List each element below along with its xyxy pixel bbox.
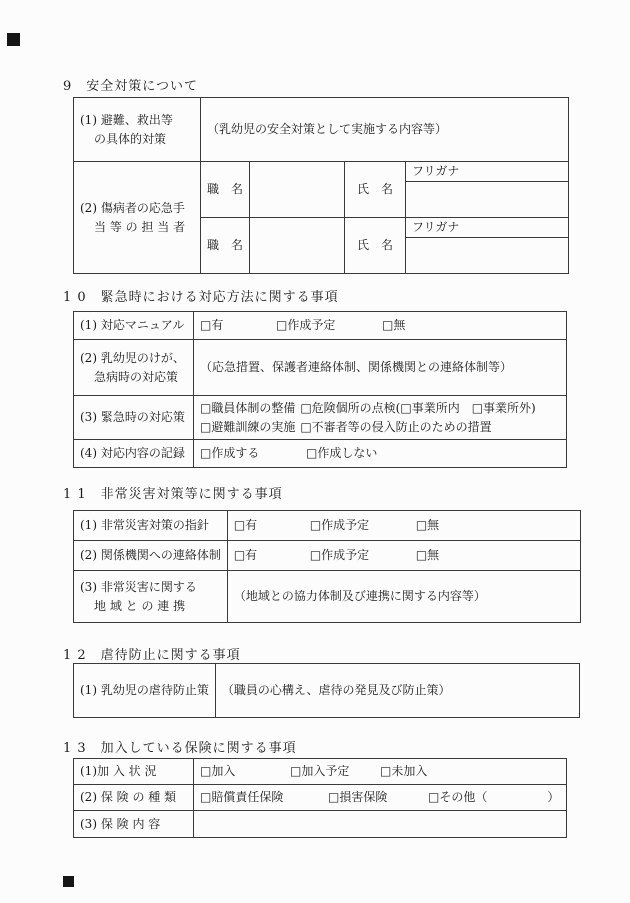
row-label-evacuation	[74, 98, 201, 162]
section-10-table	[73, 311, 567, 468]
row-label-insurance-details: (3) 保 険 内 容	[74, 811, 194, 838]
row-label-community-cooperation	[74, 571, 228, 623]
manual-options	[194, 312, 567, 340]
section-12-table	[73, 663, 580, 718]
emergency-measures-options	[194, 396, 567, 440]
note-community-cooperation[interactable]: （地域との協力体制及び連携に関する内容等）	[227, 571, 580, 623]
row-label-enrollment-status: (1)加 入 状 況	[74, 759, 194, 785]
note-safety-content: （乳幼児の安全対策として実施する内容等）	[201, 98, 569, 162]
name-header-2: 氏 名	[345, 218, 406, 274]
section-13-table	[73, 758, 567, 838]
section-11-table	[73, 510, 581, 623]
row-label-record: (4) 対応内容の記録	[74, 440, 194, 468]
checkbox-option[interactable]: □作成しない	[306, 446, 378, 460]
insurance-details-input[interactable]	[194, 811, 567, 838]
scan-mark-bottom	[63, 876, 74, 887]
row-label-insurance-type: (2) 保 険 の 種 類	[74, 785, 194, 811]
row-label-line1: (2) 傷病者の応急手	[80, 200, 185, 215]
furigana-label-2: フリガナ	[406, 218, 569, 238]
checkbox-option[interactable]: □損害保険	[328, 790, 388, 804]
checkbox-option[interactable]: □避難訓練の実施	[200, 419, 296, 434]
furigana-label-1: フリガナ	[406, 162, 569, 182]
name-input-1[interactable]	[406, 182, 569, 218]
row-label-line2: 急病時の対応策	[94, 369, 179, 384]
row-label-firstaid-staff	[74, 162, 201, 274]
role-input-1[interactable]	[250, 162, 345, 218]
section-9-heading: 9 安全対策について	[63, 79, 199, 94]
section-11-heading: 1 1 非常災害対策等に関する事項	[63, 487, 283, 502]
row-label-emergency-measures: (3) 緊急時の対応策	[74, 396, 194, 440]
checkbox-option[interactable]: □職員体制の整備	[200, 400, 296, 415]
checkbox-option[interactable]: □作成予定	[309, 548, 370, 562]
section-12-heading: 1 2 虐待防止に関する事項	[63, 648, 241, 663]
row-label-line1: (1) 避難、救出等	[80, 112, 173, 127]
checkbox-option[interactable]: □危険個所の点検(□事業所内 □事業所外)	[300, 400, 536, 415]
row-label-line2: 当 等 の 担 当 者	[94, 219, 186, 234]
contact-system-options	[227, 541, 580, 571]
section-9-table	[73, 97, 569, 274]
note-injury-response[interactable]: （応急措置、保護者連絡体制、関係機関との連絡体制等）	[194, 340, 567, 396]
role-header-1: 職 名	[201, 162, 250, 218]
section-10-heading: 1 0 緊急時における対応方法に関する事項	[63, 290, 339, 305]
record-options	[194, 440, 567, 468]
checkbox-option[interactable]: □作成予定	[309, 518, 370, 532]
scan-mark-top-left	[7, 33, 20, 46]
insurance-type-options	[194, 785, 567, 811]
row-label-injury-response	[74, 340, 194, 396]
row-label-line2: の具体的対策	[94, 131, 167, 146]
checkbox-option[interactable]: □有	[233, 548, 258, 562]
checkbox-option[interactable]: □無	[382, 318, 406, 332]
row-label-contact-system: (2) 関係機関への連絡体制	[74, 541, 228, 571]
checkbox-option[interactable]: □賠償責任保険	[200, 790, 284, 804]
row-label-abuse-prevention: (1) 乳幼児の虐待防止策	[74, 664, 216, 718]
role-header-2: 職 名	[201, 218, 250, 274]
checkbox-option[interactable]: □作成する	[200, 446, 260, 460]
name-header-1: 氏 名	[345, 162, 406, 218]
checkbox-option[interactable]: □無	[415, 518, 440, 532]
row-label-manual: (1) 対応マニュアル	[74, 312, 194, 340]
name-input-2[interactable]	[406, 238, 569, 274]
row-label-disaster-policy: (1) 非常災害対策の指針	[74, 511, 228, 541]
row-label-line1: (2) 乳幼児のけが、	[80, 350, 185, 365]
checkbox-option[interactable]: □有	[233, 518, 258, 532]
enrollment-options	[194, 759, 567, 785]
checkbox-option[interactable]: □その他（ ）	[428, 790, 560, 804]
role-input-2[interactable]	[250, 218, 345, 274]
row-label-line1: (3) 非常災害に関する	[80, 579, 197, 594]
checkbox-option[interactable]: □無	[415, 548, 440, 562]
note-abuse-prevention[interactable]: （職員の心構え、虐待の発見及び防止策）	[215, 664, 579, 718]
section-13-heading: 1 3 加入している保険に関する事項	[63, 741, 297, 756]
checkbox-option[interactable]: □不審者等の侵入防止のための措置	[300, 419, 492, 434]
disaster-policy-options	[227, 511, 580, 541]
checkbox-option[interactable]: □加入予定	[290, 764, 350, 778]
checkbox-option[interactable]: □有	[200, 318, 224, 332]
row-label-line2: 地 域 と の 連 携	[94, 598, 186, 613]
checkbox-option[interactable]: □加入	[200, 764, 236, 778]
checkbox-option[interactable]: □作成予定	[276, 318, 336, 332]
checkbox-option[interactable]: □未加入	[380, 764, 428, 778]
